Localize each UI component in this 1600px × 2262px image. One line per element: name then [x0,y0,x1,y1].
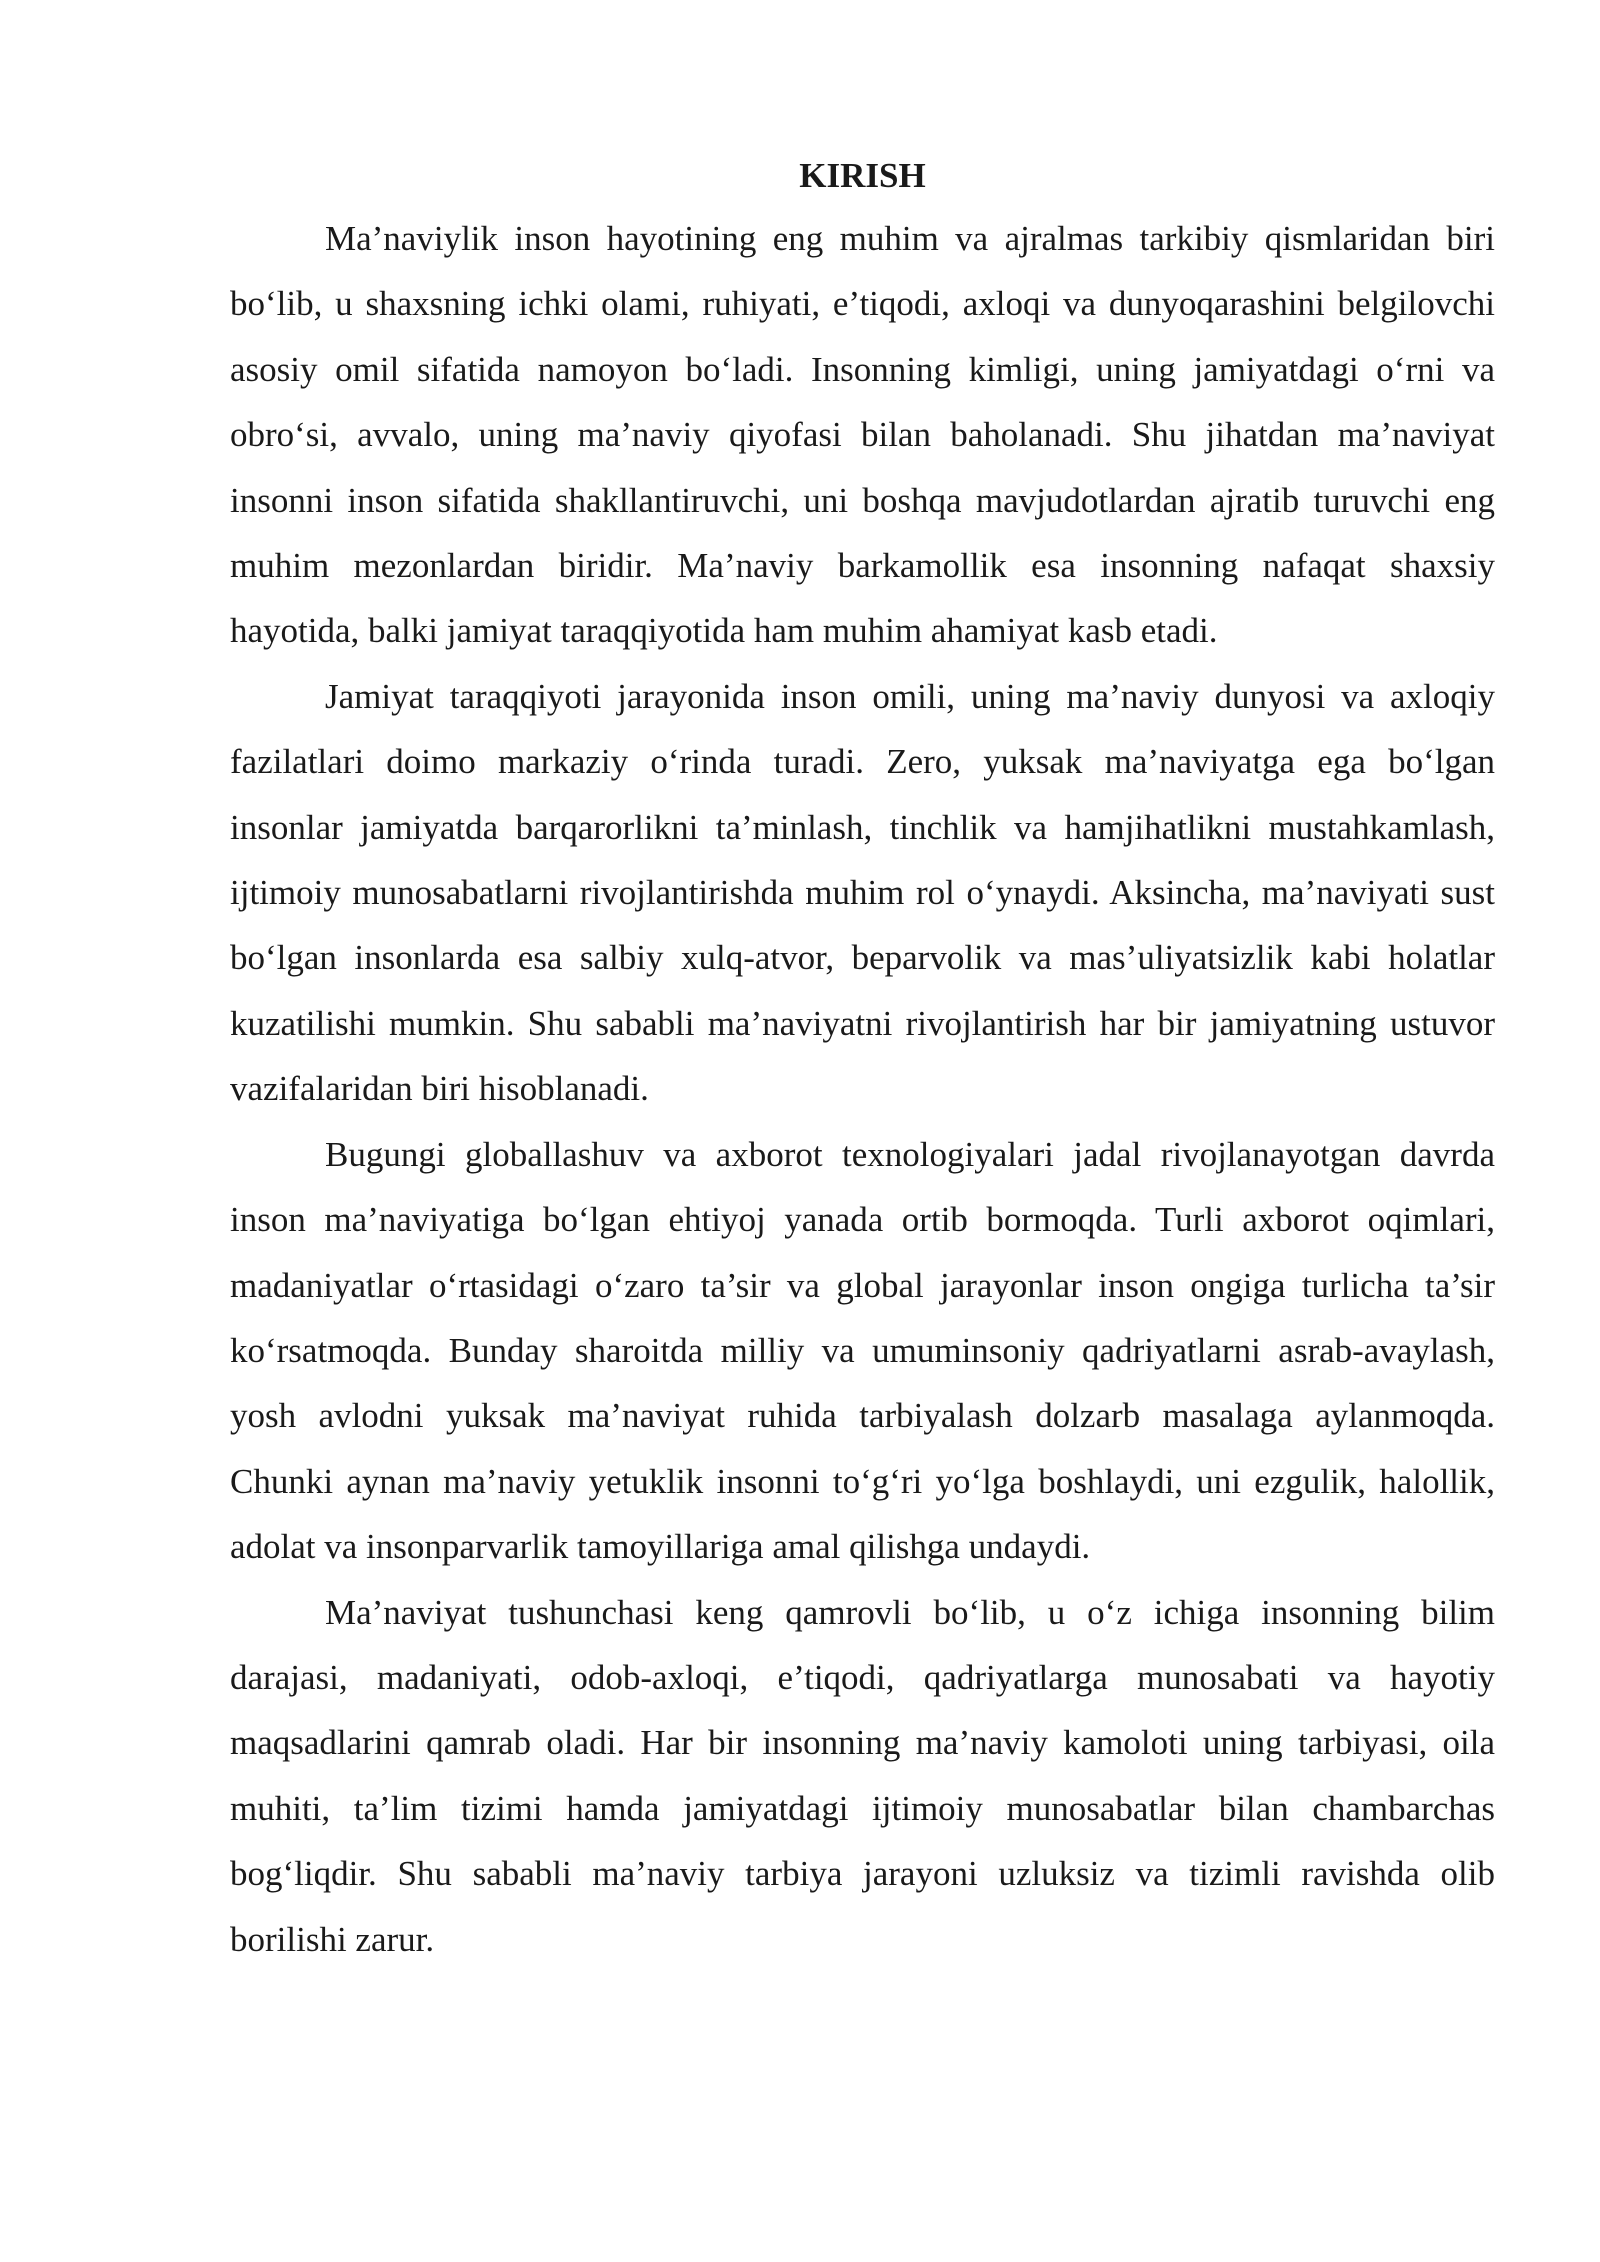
document-page [230,150,1495,1972]
paragraph-1: Ma’naviylik inson hayotining eng muhim va ajralmas tarkibiy qismlaridan biri bo‘lib, u shaxsning ichki olami, ruhiyati, e’tiqodi, axloqi va dunyoqarashini belgilovchi asosiy omil sifatida namoyon bo‘ladi. Insonning kimligi, uning jamiyatdagi o‘rni va obro‘si, avvalo, uning ma’naviy qiyofasi bilan baholanadi. Shu jihatdan ma’naviyat insonni inson sifatida shakllantiruvchi, uni boshqa mavjudotlardan ajratib turuvchi eng muhim mezonlardan biridir. Ma’naviy barkamollik esa insonning nafaqat shaxsiy hayotida, balki jamiyat taraqqiyotida ham muhim ahamiyat kasb etadi. [230,219,1495,651]
document-title: KIRISH [799,156,926,195]
paragraph-2: Jamiyat taraqqiyoti jarayonida inson omili, uning ma’naviy dunyosi va axloqiy fazilatlari doimo markaziy o‘rinda turadi. Zero, yuksak ma’naviyatga ega bo‘lgan insonlar jamiyatda barqarorlikni ta’minlash, tinchlik va hamjihatlikni mustahkamlash, ijtimoiy munosabatlarni rivojlantirishda muhim rol o‘ynaydi. Aksincha, ma’naviyati sust bo‘lgan insonlarda esa salbiy xulq-atvor, beparvolik va mas’uliyatsizlik kabi holatlar kuzatilishi mumkin. Shu sababli ma’naviyatni rivojlantirish har bir jamiyatning ustuvor vazifalaridan biri hisoblanadi. [230,676,1495,1109]
paragraph-4: Ma’naviyat tushunchasi keng qamrovli bo‘lib, u o‘z ichiga insonning bilim darajasi, madaniyati, odob-axloqi, e’tiqodi, qadriyatlarga munosabati va hayotiy maqsadlarini qamrab oladi. Har bir insonning ma’naviy kamoloti uning tarbiyasi, oila muhiti, ta’lim tizimi hamda jamiyatdagi ijtimoiy munosabatlar bilan chambarchas bog‘liqdir. Shu sababli ma’naviy tarbiya jarayoni uzluksiz va tizimli ravishda olib borilishi zarur. [230,1592,1495,1959]
paragraph-3: Bugungi globallashuv va axborot texnologiyalari jadal rivojlanayotgan davrda inson ma’naviyatiga bo‘lgan ehtiyoj yanada ortib bormoqda. Turli axborot oqimlari, madaniyatlar o‘rtasidagi o‘zaro ta’sir va global jarayonlar inson ongiga turlicha ta’sir ko‘rsatmoqda. Bunday sharoitda milliy va umuminsoniy qadriyatlarni asrab-avaylash, yosh avlodni yuksak ma’naviyat ruhida tarbiyalash dolzarb masalaga aylanmoqda. Chunki aynan ma’naviy yetuklik insonni to‘g‘ri yo‘lga boshlaydi, uni ezgulik, halollik, adolat va insonparvarlik tamoyillariga amal qilishga undaydi. [230,1134,1495,1567]
